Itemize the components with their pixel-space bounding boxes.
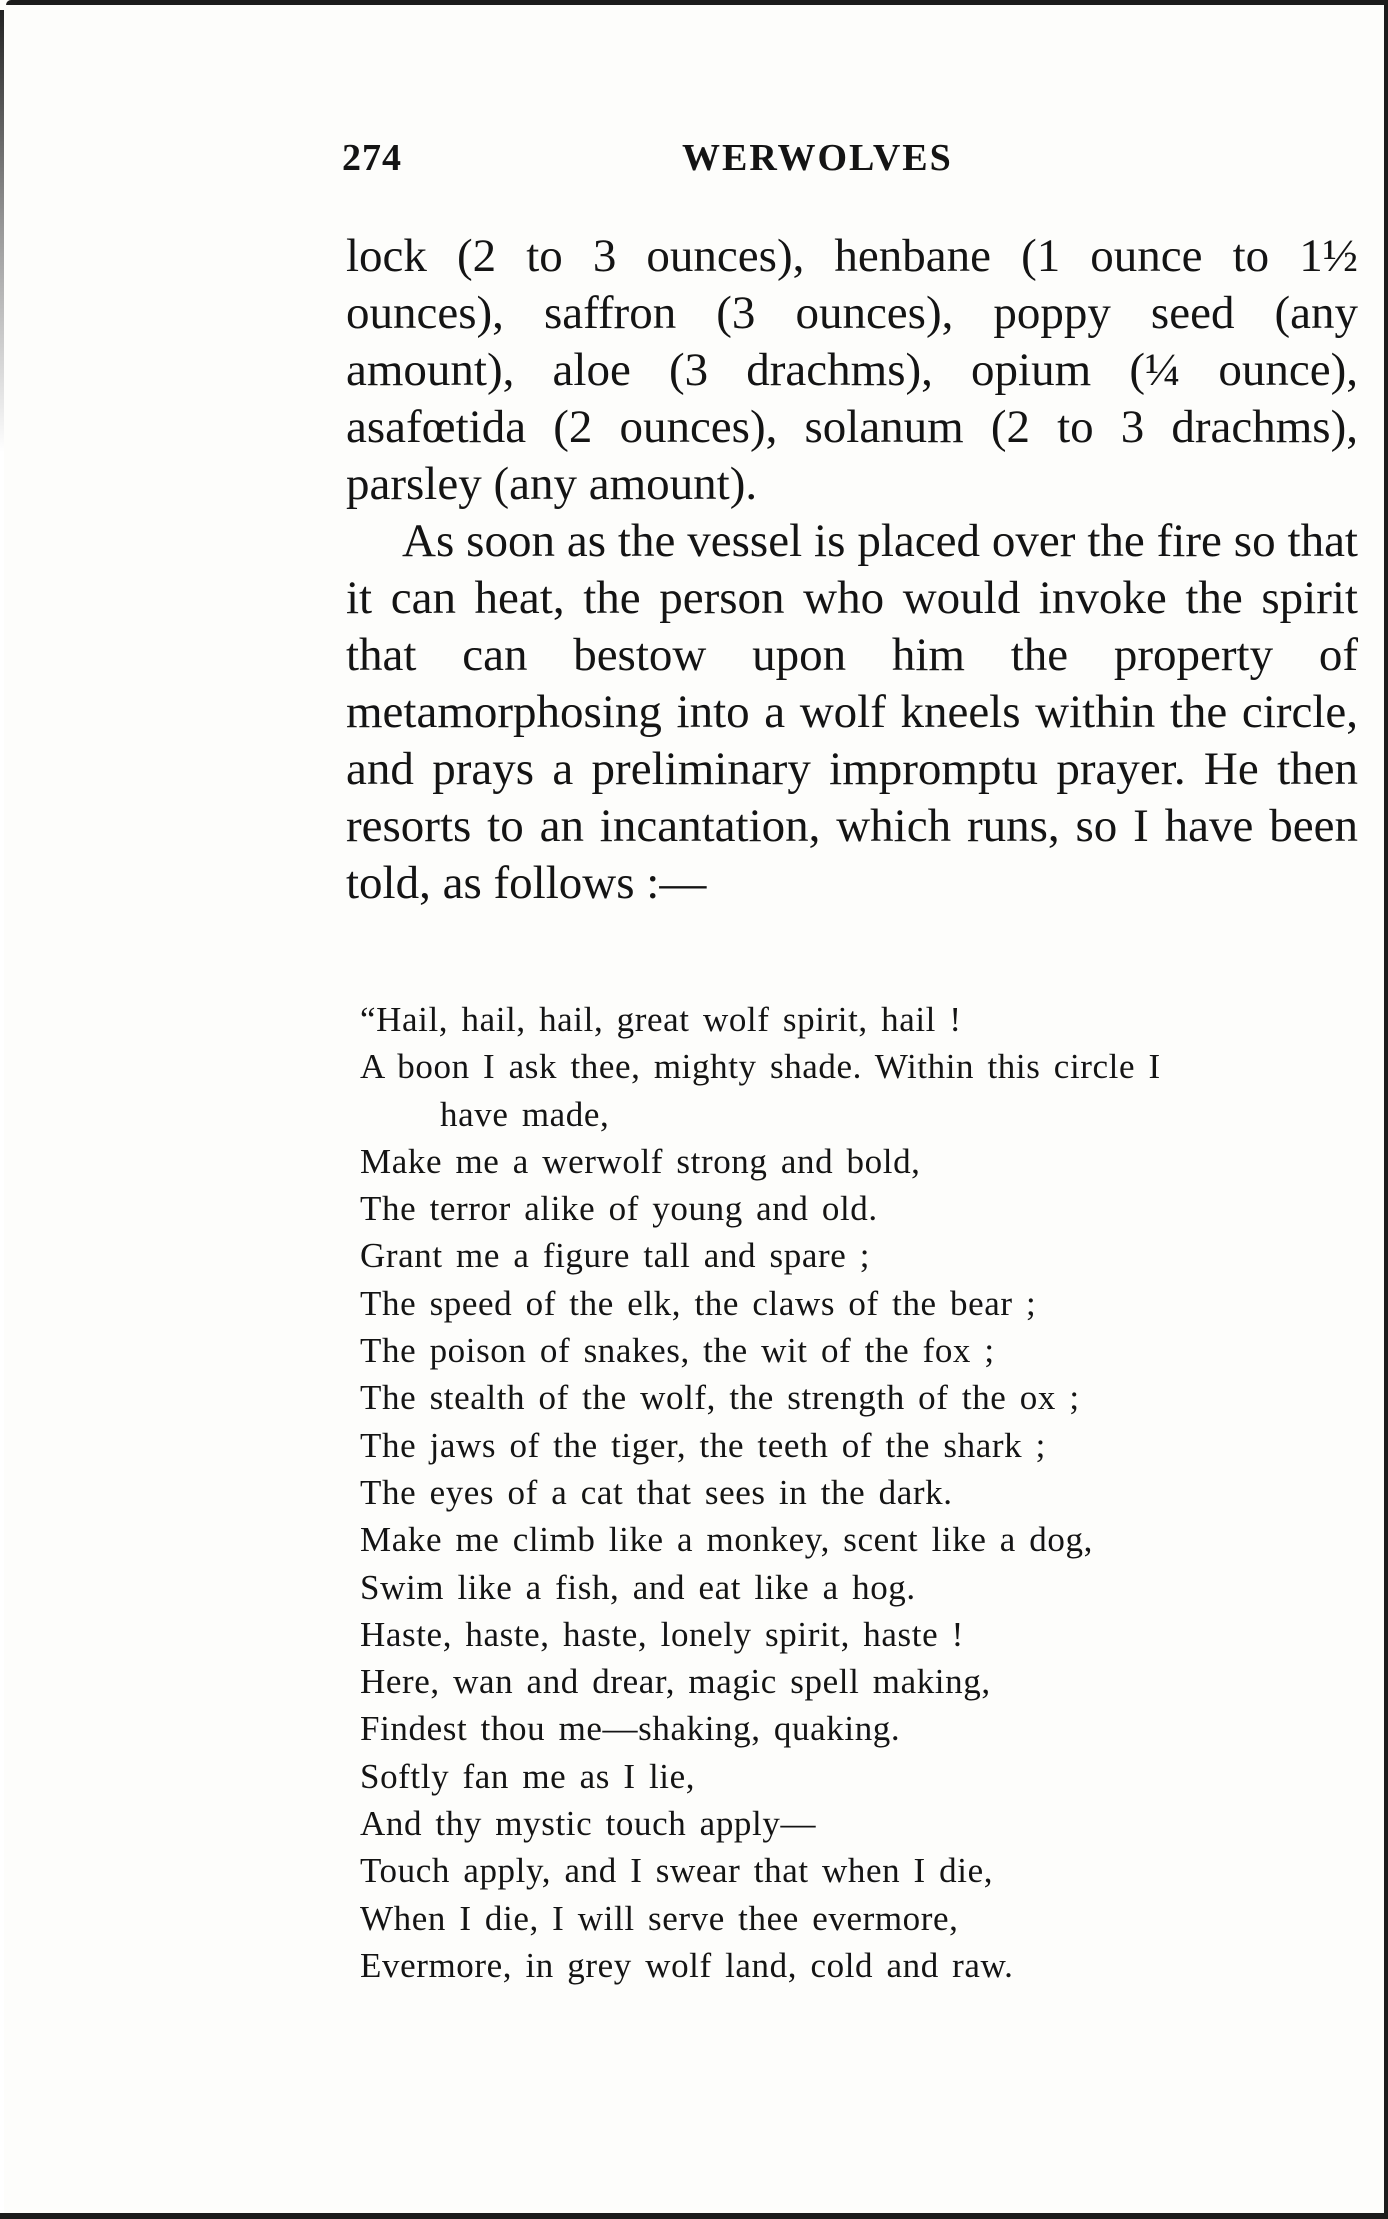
verse-line: The poison of snakes, the wit of the fox ;	[360, 1331, 995, 1371]
verse-line: The eyes of a cat that sees in the dark.	[360, 1472, 953, 1512]
verse-line: Make me a werwolf strong and bold,	[360, 1141, 921, 1181]
verse-line: And thy mystic touch apply—	[360, 1804, 817, 1844]
verse-line: Here, wan and drear, magic spell making,	[360, 1662, 991, 1702]
verse-line-turnover: have made,	[440, 1094, 610, 1134]
verse-line: The terror alike of young and old.	[360, 1189, 878, 1229]
scan-edge-left	[0, 10, 4, 2219]
verse-line: Softly fan me as I lie,	[360, 1756, 696, 1796]
verse-line: The stealth of the wolf, the strength of the ox ;	[360, 1378, 1080, 1418]
page-number: 274	[342, 137, 402, 179]
incantation-verse	[360, 996, 1370, 1989]
verse-line: Grant me a figure tall and spare ;	[360, 1236, 871, 1276]
verse-line: When I die, I will serve thee evermore,	[360, 1898, 959, 1938]
verse-line: “Hail, hail, hail, great wolf spirit, hail !	[360, 1000, 962, 1039]
verse-line: Haste, haste, haste, lonely spirit, haste !	[360, 1614, 964, 1654]
scan-edge-bottom	[0, 2213, 1388, 2219]
running-title: WERWOLVES	[682, 137, 953, 179]
scan-edge-right	[1384, 0, 1388, 2219]
verse-line: Findest thou me—shaking, quaking.	[360, 1709, 901, 1749]
prose-paragraph-2: As soon as the vessel is placed over the fire so that it can heat, the person who would invoke the spirit that can bestow upon him the property of metamorphosing into a wolf kneels within the circle, and prays a preliminary impromptu prayer. He then resorts to an incantation, which runs, so I have been told, as follows :—	[346, 515, 1358, 909]
prose-body	[346, 228, 1358, 912]
verse-line: The jaws of the tiger, the teeth of the shark ;	[360, 1425, 1046, 1465]
verse-line: The speed of the elk, the claws of the bear ;	[360, 1283, 1037, 1323]
scan-edge-top	[6, 0, 1388, 5]
verse-line: Make me climb like a monkey, scent like a dog,	[360, 1520, 1093, 1560]
prose-paragraph-1: lock (2 to 3 ounces), henbane (1 ounce to 1½ ounces), saffron (3 ounces), poppy seed (any amount), aloe (3 drachms), opium (¼ ounce), asafœtida (2 ounces), solanum (2 to 3 drachms), parsley (any amount).	[346, 230, 1358, 510]
verse-line: A boon I ask thee, mighty shade. Within this circle I	[360, 1047, 1161, 1087]
verse-line: Touch apply, and I swear that when I die,	[360, 1851, 994, 1891]
verse-line: Evermore, in grey wolf land, cold and raw.	[360, 1945, 1014, 1985]
running-head	[342, 136, 1360, 186]
verse-line: Swim like a fish, and eat like a hog.	[360, 1567, 916, 1607]
